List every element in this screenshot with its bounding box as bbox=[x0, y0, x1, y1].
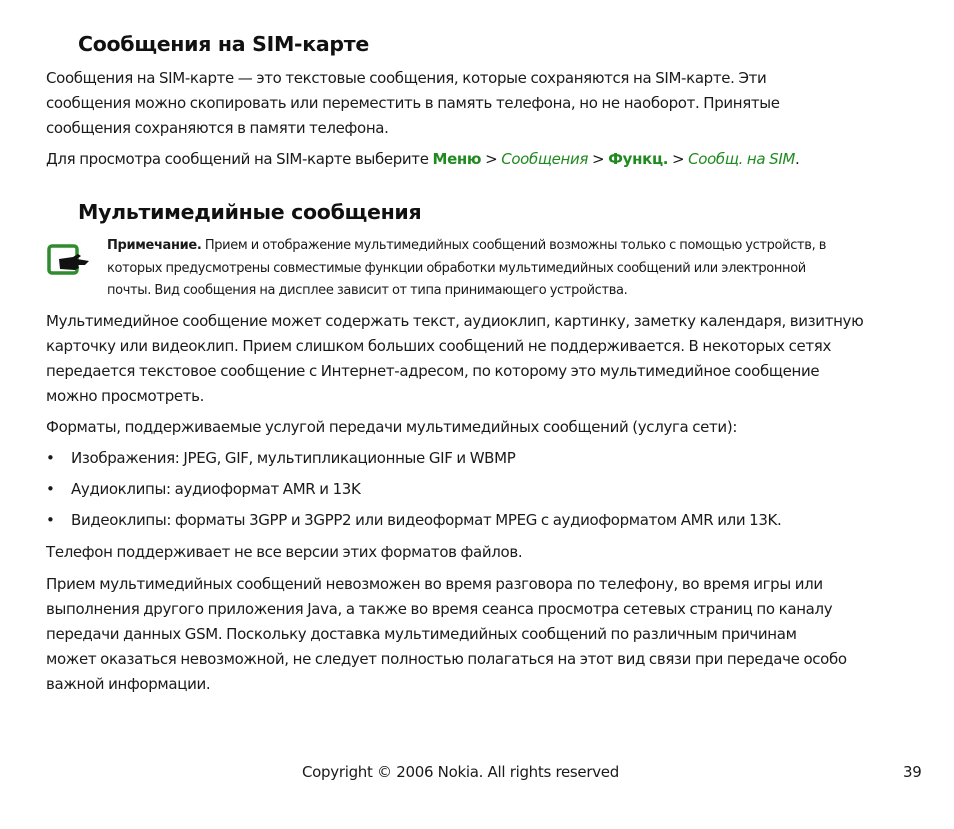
section-heading-multimedia-messages: Мультимедийные сообщения bbox=[78, 200, 422, 224]
text-line: карточку или видеоклип. Прием слишком больших сообщений не поддерживается. В некоторых сетях bbox=[46, 337, 831, 355]
format-support-note bbox=[46, 540, 906, 565]
menu-path-separator: > bbox=[588, 150, 609, 168]
list-item-text: Аудиоклипы: аудиоформат AMR и 13K bbox=[71, 480, 361, 498]
list-item-text: Видеоклипы: форматы 3GPP и 3GPP2 или видеоформат MPEG с аудиоформатом AMR или 13K. bbox=[71, 511, 782, 529]
text-line: Прием мультимедийных сообщений невозможен во время разговора по телефону, во время игры или bbox=[46, 575, 823, 593]
text-line: передается текстовое сообщение с Интернет-адресом, по которому это мультимедийное сообщение bbox=[46, 362, 820, 380]
text-line bbox=[46, 147, 906, 172]
text-line: важной информации. bbox=[46, 675, 211, 693]
formats-list bbox=[46, 446, 781, 539]
text-line: Телефон поддерживает не все версии этих форматов файлов. bbox=[46, 543, 523, 561]
text-line: может оказаться невозможной, не следует полностью полагаться на этот вид связи при передаче особо bbox=[46, 650, 847, 668]
menu-path-suffix: . bbox=[795, 150, 800, 168]
bullet-symbol: • bbox=[46, 449, 55, 467]
menu-path-prefix: Для просмотра сообщений на SIM-карте выберите bbox=[46, 150, 433, 168]
menu-key-menu: Меню bbox=[432, 150, 482, 168]
menu-item-messages: Сообщения bbox=[501, 150, 589, 168]
text-line: Форматы, поддерживаемые услугой передачи мультимедийных сообщений (услуга сети): bbox=[46, 418, 738, 436]
note-block bbox=[107, 235, 907, 303]
section-heading-sim-messages: Сообщения на SIM-карте bbox=[78, 32, 369, 56]
sim-messages-menu-path bbox=[46, 147, 906, 172]
text-line: можно просмотреть. bbox=[46, 387, 205, 405]
list-item bbox=[46, 446, 781, 477]
note-line: почты. Вид сообщения на дисплее зависит от типа принимающего устройства. bbox=[107, 283, 628, 298]
text-line: Сообщения на SIM-карте — это текстовые сообщения, которые сохраняются на SIM-карте. Эти bbox=[46, 69, 767, 87]
menu-path-separator: > bbox=[481, 150, 502, 168]
text-line: выполнения другого приложения Java, а также во время сеанса просмотра сетевых страниц по каналу bbox=[46, 600, 833, 618]
list-item-text: Изображения: JPEG, GIF, мультипликационные GIF и WBMP bbox=[71, 449, 516, 467]
note-line bbox=[107, 235, 907, 258]
list-item bbox=[46, 508, 781, 539]
note-text: Прием и отображение мультимедийных сообщений возможны только с помощью устройств, в bbox=[201, 238, 827, 253]
note-line: которых предусмотрены совместимые функции обработки мультимедийных сообщений или электронной bbox=[107, 260, 806, 276]
bullet-symbol: • bbox=[46, 511, 55, 529]
text-line: передачи данных GSM. Поскольку доставка мультимедийных сообщений по различным причинам bbox=[46, 625, 797, 643]
footer-copyright: Copyright © 2006 Nokia. All rights reserved bbox=[302, 763, 619, 781]
menu-path-separator: > bbox=[668, 150, 689, 168]
note-hand-icon bbox=[47, 243, 93, 277]
bullet-symbol: • bbox=[46, 480, 55, 498]
sim-messages-description bbox=[46, 66, 906, 141]
list-item bbox=[46, 477, 781, 508]
note-label: Примечание. bbox=[107, 238, 202, 253]
multimedia-limitations bbox=[46, 572, 906, 697]
text-line: Мультимедийное сообщение может содержать текст, аудиоклип, картинку, заметку календаря, визитную bbox=[46, 312, 864, 330]
text-line: сообщения можно скопировать или переместить в память телефона, но не наоборот. Принятые bbox=[46, 94, 780, 112]
formats-intro bbox=[46, 415, 906, 440]
menu-key-options: Функц. bbox=[608, 150, 669, 168]
page-number: 39 bbox=[903, 763, 922, 781]
text-line: сообщения сохраняются в памяти телефона. bbox=[46, 119, 389, 137]
multimedia-description bbox=[46, 309, 906, 409]
menu-item-sim-messages: Сообщ. на SIM bbox=[688, 150, 795, 168]
